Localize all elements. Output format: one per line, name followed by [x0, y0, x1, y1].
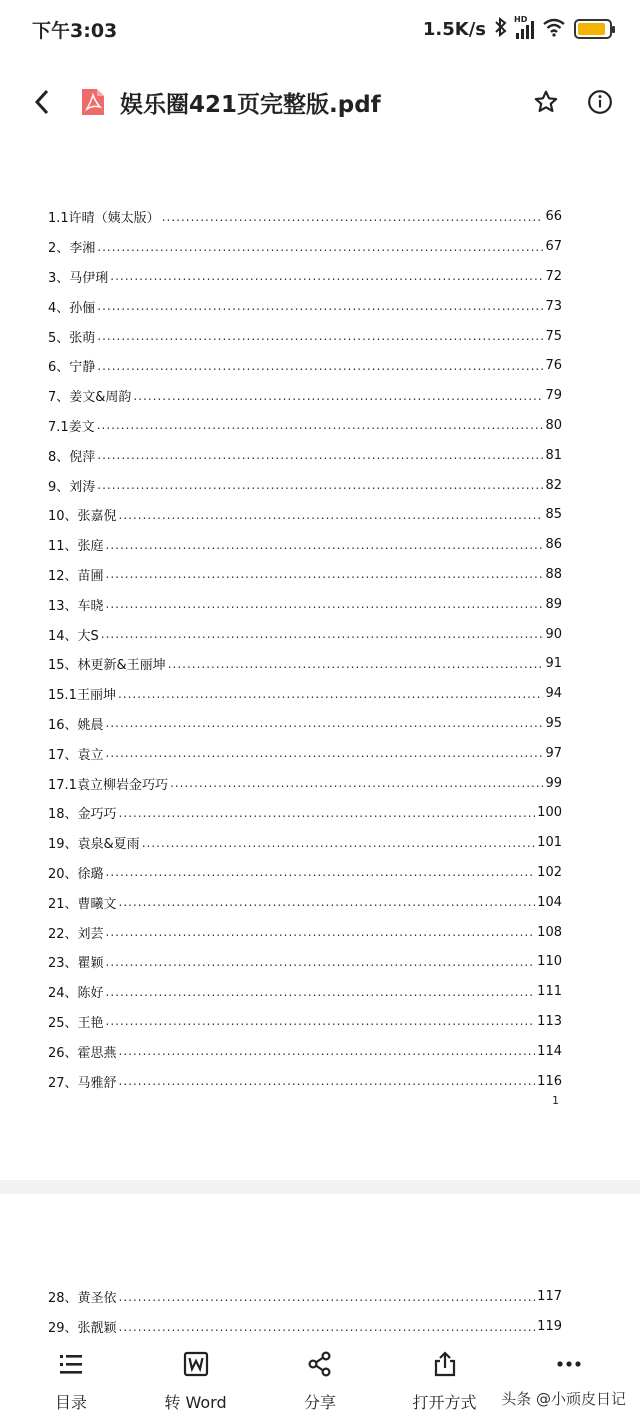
toc-entry-page: 99: [545, 775, 562, 791]
watermark: 头条 @小顽皮日记: [501, 1390, 626, 1408]
toc-entry-page: 79: [545, 388, 562, 404]
toc-entry-label: 12、苗圃: [48, 568, 104, 584]
toc-list: [48, 1282, 562, 1342]
toc-leader-dots: [97, 359, 543, 373]
pdf-file-icon: [80, 87, 106, 117]
toc-leader-dots: [119, 508, 544, 522]
toc-leader-dots: [97, 418, 544, 432]
toc-entry-page: 102: [537, 864, 562, 880]
toc-entry[interactable]: [48, 589, 562, 619]
toc-leader-dots: [110, 269, 543, 283]
toc-entry-label: 17.1袁立柳岩金巧巧: [48, 777, 168, 793]
toc-entry[interactable]: [48, 768, 562, 798]
toc-button[interactable]: [16, 1350, 126, 1422]
toc-entry-label: 1.1许晴（姨太版）: [48, 211, 160, 227]
toc-entry-label: 3、马伊琍: [48, 270, 109, 286]
toc-entry-label: 19、袁泉&夏雨: [48, 837, 140, 853]
toc-entry[interactable]: [48, 291, 562, 321]
toc-entry-label: 9、刘涛: [48, 479, 96, 495]
toc-entry-page: 111: [537, 984, 562, 1000]
toc-leader-dots: [119, 1044, 536, 1058]
bluetooth-icon: [494, 17, 508, 42]
toc-entry[interactable]: [48, 1036, 562, 1066]
toc-leader-dots: [142, 836, 535, 850]
toc-entry-label: 29、张靓颖: [48, 1321, 117, 1337]
toc-entry-label: 28、黄圣依: [48, 1291, 117, 1307]
word-icon: [182, 1350, 210, 1378]
toc-entry-label: 7.1姜文: [48, 419, 95, 435]
list-icon: [57, 1350, 85, 1378]
toc-entry-page: 66: [545, 209, 562, 225]
battery-icon: [574, 19, 612, 39]
toc-leader-dots: [97, 448, 543, 462]
app-bar: [0, 58, 640, 146]
toc-leader-dots: [106, 865, 536, 879]
toc-entry[interactable]: [48, 738, 562, 768]
toc-entry-page: 113: [537, 1013, 562, 1029]
toc-entry-label: 18、金巧巧: [48, 807, 117, 823]
share-button[interactable]: [265, 1350, 375, 1422]
toc-entry-label: 26、霍思燕: [48, 1045, 117, 1061]
toc-leader-dots: [101, 627, 544, 641]
toc-leader-dots: [119, 895, 536, 909]
toc-entry-label: 23、瞿颖: [48, 956, 104, 972]
toc-entry[interactable]: [48, 1312, 562, 1342]
toc-entry[interactable]: [48, 887, 562, 917]
toc-entry-page: 117: [537, 1289, 562, 1305]
toc-leader-dots: [106, 985, 536, 999]
toc-entry-label: 11、张庭: [48, 539, 104, 555]
toc-entry-page: 76: [545, 358, 562, 374]
toc-entry[interactable]: [48, 381, 562, 411]
toc-entry-label: 8、倪萍: [48, 449, 96, 465]
toc-entry-label: 15、林更新&王丽坤: [48, 658, 166, 674]
info-icon: [587, 89, 613, 115]
toc-entry-page: 90: [545, 626, 562, 642]
toc-entry[interactable]: [48, 202, 562, 232]
toc-entry[interactable]: [48, 530, 562, 560]
back-arrow-icon: [33, 89, 51, 115]
toc-leader-dots: [162, 210, 544, 224]
toc-entry-page: 80: [545, 417, 562, 433]
toc-entry-label: 22、刘芸: [48, 926, 104, 942]
toc-entry[interactable]: [48, 500, 562, 530]
toc-leader-dots: [97, 478, 543, 492]
toc-entry[interactable]: [48, 440, 562, 470]
bottom-toolbar: [0, 1342, 640, 1422]
toc-entry-label: 7、姜文&周韵: [48, 390, 132, 406]
toc-leader-dots: [119, 1074, 536, 1088]
toc-entry[interactable]: [48, 351, 562, 381]
star-icon: [533, 89, 559, 115]
toc-label: 目录: [54, 1393, 87, 1412]
toc-entry-page: 108: [537, 924, 562, 940]
toc-leader-dots: [106, 597, 544, 611]
status-bar: [0, 0, 640, 58]
toc-leader-dots: [168, 657, 544, 671]
toc-entry[interactable]: [48, 917, 562, 947]
toc-leader-dots: [97, 240, 543, 254]
toc-entry-page: 73: [545, 298, 562, 314]
toc-entry[interactable]: [48, 649, 562, 679]
toc-entry-page: 104: [537, 894, 562, 910]
toc-entry-label: 24、陈好: [48, 986, 104, 1002]
back-button[interactable]: [24, 82, 60, 122]
toc-entry[interactable]: [48, 232, 562, 262]
status-time: 下午3:03: [32, 19, 118, 42]
network-badge: HD: [514, 15, 528, 24]
toc-entry-page: 91: [545, 656, 562, 672]
toc-entry-page: 110: [537, 954, 562, 970]
toc-entry-label: 5、张萌: [48, 330, 96, 346]
convert-word-label: 转 Word: [164, 1393, 227, 1412]
toc-entry-page: 101: [537, 835, 562, 851]
toc-entry-page: 100: [537, 805, 562, 821]
favorite-button[interactable]: [526, 82, 566, 122]
toc-leader-dots: [106, 925, 536, 939]
page-number: 1: [552, 1094, 559, 1107]
toc-entry[interactable]: [48, 1282, 562, 1312]
toc-entry-page: 94: [545, 686, 562, 702]
toc-leader-dots: [97, 299, 543, 313]
toc-entry-page: 81: [545, 447, 562, 463]
toc-entry-label: 10、张嘉倪: [48, 509, 117, 525]
toc-leader-dots: [106, 746, 544, 760]
toc-entry-page: 86: [545, 537, 562, 553]
pdf-page-2[interactable]: [0, 1194, 640, 1342]
toc-leader-dots: [118, 687, 544, 701]
toc-leader-dots: [170, 776, 544, 790]
more-button[interactable]: [514, 1350, 624, 1422]
toc-leader-dots: [106, 716, 544, 730]
toc-entry-label: 2、李湘: [48, 241, 96, 257]
toc-entry[interactable]: [48, 1066, 562, 1096]
toc-entry-page: 72: [545, 268, 562, 284]
toc-leader-dots: [97, 329, 543, 343]
toc-entry[interactable]: [48, 262, 562, 292]
toc-entry[interactable]: [48, 947, 562, 977]
toc-entry-label: 4、孙俪: [48, 300, 96, 316]
pdf-page-1[interactable]: [0, 146, 640, 1180]
toc-leader-dots: [119, 1290, 536, 1304]
toc-entry-label: 25、王艳: [48, 1015, 104, 1031]
toc-entry-label: 20、徐璐: [48, 866, 104, 882]
open-with-icon: [431, 1350, 459, 1378]
toc-entry[interactable]: [48, 1007, 562, 1037]
toc-entry[interactable]: [48, 798, 562, 828]
toc-entry[interactable]: [48, 470, 562, 500]
toc-entry[interactable]: [48, 560, 562, 590]
toc-entry[interactable]: [48, 411, 562, 441]
open-with-label: 打开方式: [412, 1393, 477, 1412]
toc-entry-label: 27、马雅舒: [48, 1075, 117, 1091]
share-icon: [306, 1350, 334, 1378]
toc-entry-page: 85: [545, 507, 562, 523]
toc-entry[interactable]: [48, 709, 562, 739]
signal-icon: [514, 15, 534, 39]
open-with-button[interactable]: [390, 1350, 500, 1422]
toc-list: [48, 202, 562, 1096]
toc-entry-label: 16、姚晨: [48, 717, 104, 733]
toc-entry[interactable]: [48, 321, 562, 351]
network-speed: 1.5K/s: [422, 18, 486, 40]
toc-entry-label: 13、车晓: [48, 598, 104, 614]
wifi-icon: [542, 17, 566, 42]
toc-entry-page: 82: [545, 477, 562, 493]
toc-entry-page: 67: [545, 239, 562, 255]
toc-entry-page: 88: [545, 566, 562, 582]
toc-entry-label: 6、宁静: [48, 360, 96, 376]
toc-entry-label: 21、曹曦文: [48, 896, 117, 912]
toc-entry-label: 17、袁立: [48, 747, 104, 763]
toc-entry[interactable]: [48, 619, 562, 649]
toc-leader-dots: [133, 389, 543, 403]
share-label: 分享: [303, 1393, 336, 1412]
toc-entry[interactable]: [48, 679, 562, 709]
info-button[interactable]: [580, 82, 620, 122]
toc-entry-page: 119: [537, 1319, 562, 1335]
toc-entry-page: 97: [545, 745, 562, 761]
toc-entry[interactable]: [48, 858, 562, 888]
document-title: 娱乐圈421页完整版.pdf: [120, 91, 381, 118]
convert-word-button[interactable]: [141, 1350, 251, 1422]
toc-entry[interactable]: [48, 828, 562, 858]
toc-entry[interactable]: [48, 977, 562, 1007]
toc-entry-page: 114: [537, 1043, 562, 1059]
toc-entry-label: 15.1王丽坤: [48, 688, 116, 704]
status-icons: [423, 17, 612, 42]
toc-leader-dots: [119, 806, 536, 820]
toc-entry-page: 116: [537, 1073, 562, 1089]
toc-entry-page: 95: [545, 715, 562, 731]
more-icon: [555, 1350, 583, 1378]
toc-leader-dots: [119, 1320, 536, 1334]
toc-leader-dots: [106, 955, 536, 969]
toc-leader-dots: [106, 567, 544, 581]
toc-entry-label: 14、大S: [48, 628, 99, 644]
toc-entry-page: 89: [545, 596, 562, 612]
toc-leader-dots: [106, 1014, 536, 1028]
toc-leader-dots: [106, 538, 544, 552]
toc-entry-page: 75: [545, 328, 562, 344]
